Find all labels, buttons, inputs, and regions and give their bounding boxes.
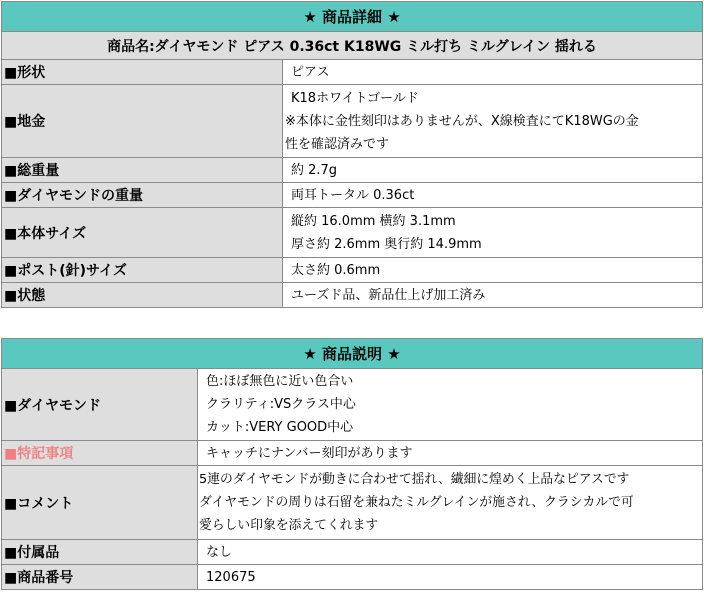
label-shape: ■形状: [2, 60, 283, 85]
value-condition: ユーズド品、新品仕上げ加工済み: [283, 283, 703, 308]
label-condition: ■状態: [2, 283, 283, 308]
label-diamond-weight: ■ダイヤモンドの重量: [2, 183, 283, 208]
value-accessories: なし: [198, 540, 703, 565]
label-comment: ■コメント: [2, 466, 198, 540]
label-body-size: ■本体サイズ: [2, 208, 283, 258]
value-total-weight: 約 2.7g: [283, 158, 703, 183]
value-diamond: 色:ほぼ無色に近い色合い クラリティ:VSクラス中心 カット:VERY GOOD中心: [198, 369, 703, 441]
label-special-notes: ■特記事項: [2, 441, 198, 466]
label-post-size: ■ポスト(針)サイズ: [2, 258, 283, 283]
label-product-number: ■商品番号: [2, 565, 198, 590]
value-product-number: 120675: [198, 565, 703, 590]
value-shape: ピアス: [283, 60, 703, 85]
product-description-table: [1, 338, 703, 590]
value-diamond-weight: 両耳トータル 0.36ct: [283, 183, 703, 208]
product-name: 商品名:ダイヤモンド ピアス 0.36ct K18WG ミル打ち ミルグレイン 揺れる: [2, 32, 703, 60]
label-total-weight: ■総重量: [2, 158, 283, 183]
description-header: ★ 商品説明 ★: [2, 339, 703, 369]
value-comment: 5連のダイヤモンドが動きに合わせて揺れ、繊細に煌めく上品なピアスです ダイヤモンドの周りは石留を兼ねたミルグレインが施され、クラシカルで可 愛らしい印象を添えてくれます: [198, 466, 703, 540]
label-accessories: ■付属品: [2, 540, 198, 565]
value-special-notes: キャッチにナンバー刻印があります: [198, 441, 703, 466]
label-diamond: ■ダイヤモンド: [2, 369, 198, 441]
detail-header: ★ 商品詳細 ★: [2, 2, 703, 32]
value-metal: K18ホワイトゴールド ※本体に金性刻印はありませんが、X線検査にてK18WGの金 性を確認済みです: [283, 85, 703, 158]
label-metal: ■地金: [2, 85, 283, 158]
value-body-size: 縦約 16.0mm 横約 3.1mm 厚さ約 2.6mm 奥行約 14.9mm: [283, 208, 703, 258]
value-post-size: 太さ約 0.6mm: [283, 258, 703, 283]
product-detail-table: [1, 1, 703, 308]
